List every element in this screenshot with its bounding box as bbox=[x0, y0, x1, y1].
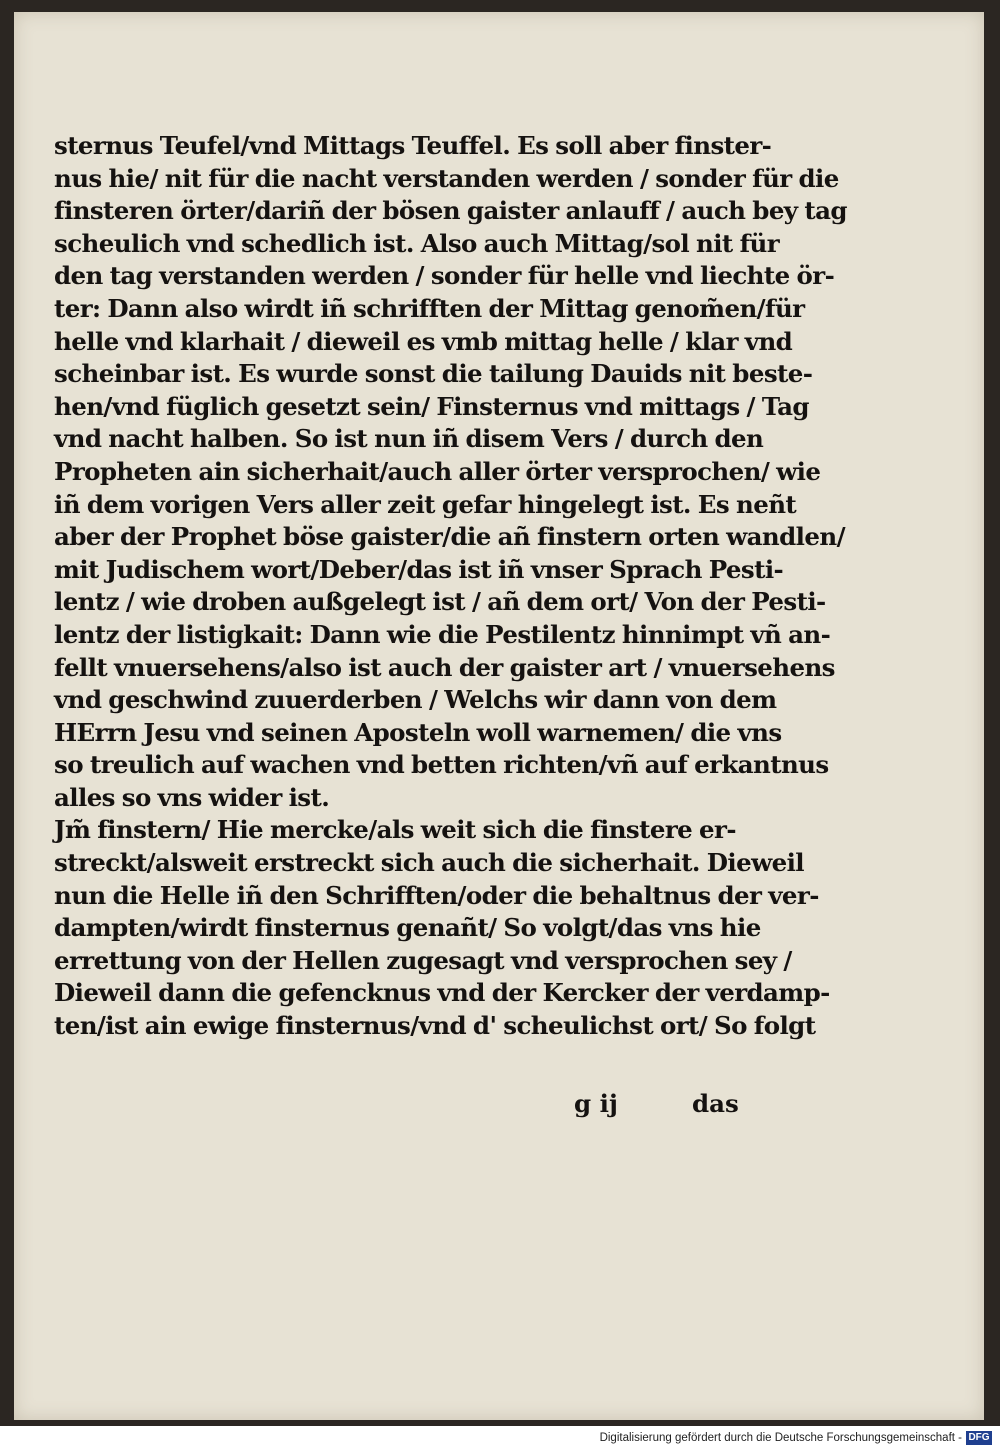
body-text bbox=[54, 130, 847, 1043]
text-line: errettung von der Hellen zugesagt vnd versprochen sey / bbox=[54, 945, 792, 975]
text-line: Jm̃ finstern/ Hie mercke/als weit sich die finstere er- bbox=[54, 815, 736, 845]
text-line: aber der Prophet böse gaister/die añ finstern orten wandlen/ bbox=[54, 522, 845, 552]
text-line: fellt vnuersehens/also ist auch der gaister art / vnuersehens bbox=[54, 652, 835, 682]
text-line: alles so vns wider ist. bbox=[54, 782, 330, 812]
signature-mark: g ij bbox=[574, 1089, 618, 1118]
text-line: iñ dem vorigen Vers aller zeit gefar hingelegt ist. Es neñt bbox=[54, 489, 797, 519]
text-line: den tag verstanden werden / sonder für helle vnd liechte ör- bbox=[54, 261, 835, 291]
text-line: hen/vnd füglich gesetzt sein/ Finsternus vnd mittags / Tag bbox=[54, 391, 809, 421]
text-line: nun die Helle iñ den Schrifften/oder die behaltnus der ver- bbox=[54, 880, 819, 910]
text-line: mit Judischem wort/Deber/das ist iñ vnser Sprach Pesti- bbox=[54, 554, 784, 584]
text-line: ter: Dann also wirdt iñ schrifften der Mittag genom̃en/für bbox=[54, 293, 805, 323]
book-page bbox=[14, 12, 984, 1420]
text-line: scheinbar ist. Es wurde sonst die tailung Dauids nit beste- bbox=[54, 359, 813, 389]
funding-credit: Digitalisierung gefördert durch die Deutsche Forschungsgemeinschaft - bbox=[599, 1432, 962, 1444]
text-line: finsteren örter/dariñ der bösen gaister anlauff / auch bey tag bbox=[54, 196, 847, 226]
text-line: streckt/alsweit erstreckt sich auch die sicherhait. Dieweil bbox=[54, 848, 805, 878]
catchword: das bbox=[692, 1089, 739, 1118]
dfg-logo: DFG bbox=[966, 1431, 992, 1445]
text-line: Dieweil dann die gefencknus vnd der Kercker der verdamp- bbox=[54, 978, 830, 1008]
text-line: vnd geschwind zuuerderben / Welchs wir dann von dem bbox=[54, 685, 777, 715]
text-line: HErrn Jesu vnd seinen Aposteln woll warnemen/ die vns bbox=[54, 717, 782, 747]
digitization-footer bbox=[0, 1426, 1000, 1451]
page-foot bbox=[54, 1087, 754, 1127]
text-line: sternus Teufel/vnd Mittags Teuffel. Es soll aber finster- bbox=[54, 131, 772, 160]
text-line: Propheten ain sicherhait/auch aller örter versprochen/ wie bbox=[54, 456, 821, 486]
text-line: lentz der listigkait: Dann wie die Pestilentz hinnimpt vñ an- bbox=[54, 619, 831, 649]
text-line: scheulich vnd schedlich ist. Also auch Mittag/sol nit für bbox=[54, 228, 780, 258]
text-line: nus hie/ nit für die nacht verstanden werden / sonder für die bbox=[54, 163, 839, 193]
text-line: so treulich auf wachen vnd betten richten/vñ auf erkantnus bbox=[54, 750, 829, 780]
text-line: dampten/wirdt finsternus genañt/ So volgt/das vns hie bbox=[54, 913, 761, 943]
text-line: helle vnd klarhait / dieweil es vmb mittag helle / klar vnd bbox=[54, 326, 793, 356]
text-line: lentz / wie droben außgelegt ist / añ dem ort/ Von der Pesti- bbox=[54, 587, 826, 617]
text-line: ten/ist ain ewige finsternus/vnd d' scheulichst ort/ So folgt bbox=[54, 1011, 816, 1041]
text-line: vnd nacht halben. So ist nun iñ disem Vers / durch den bbox=[54, 424, 764, 454]
